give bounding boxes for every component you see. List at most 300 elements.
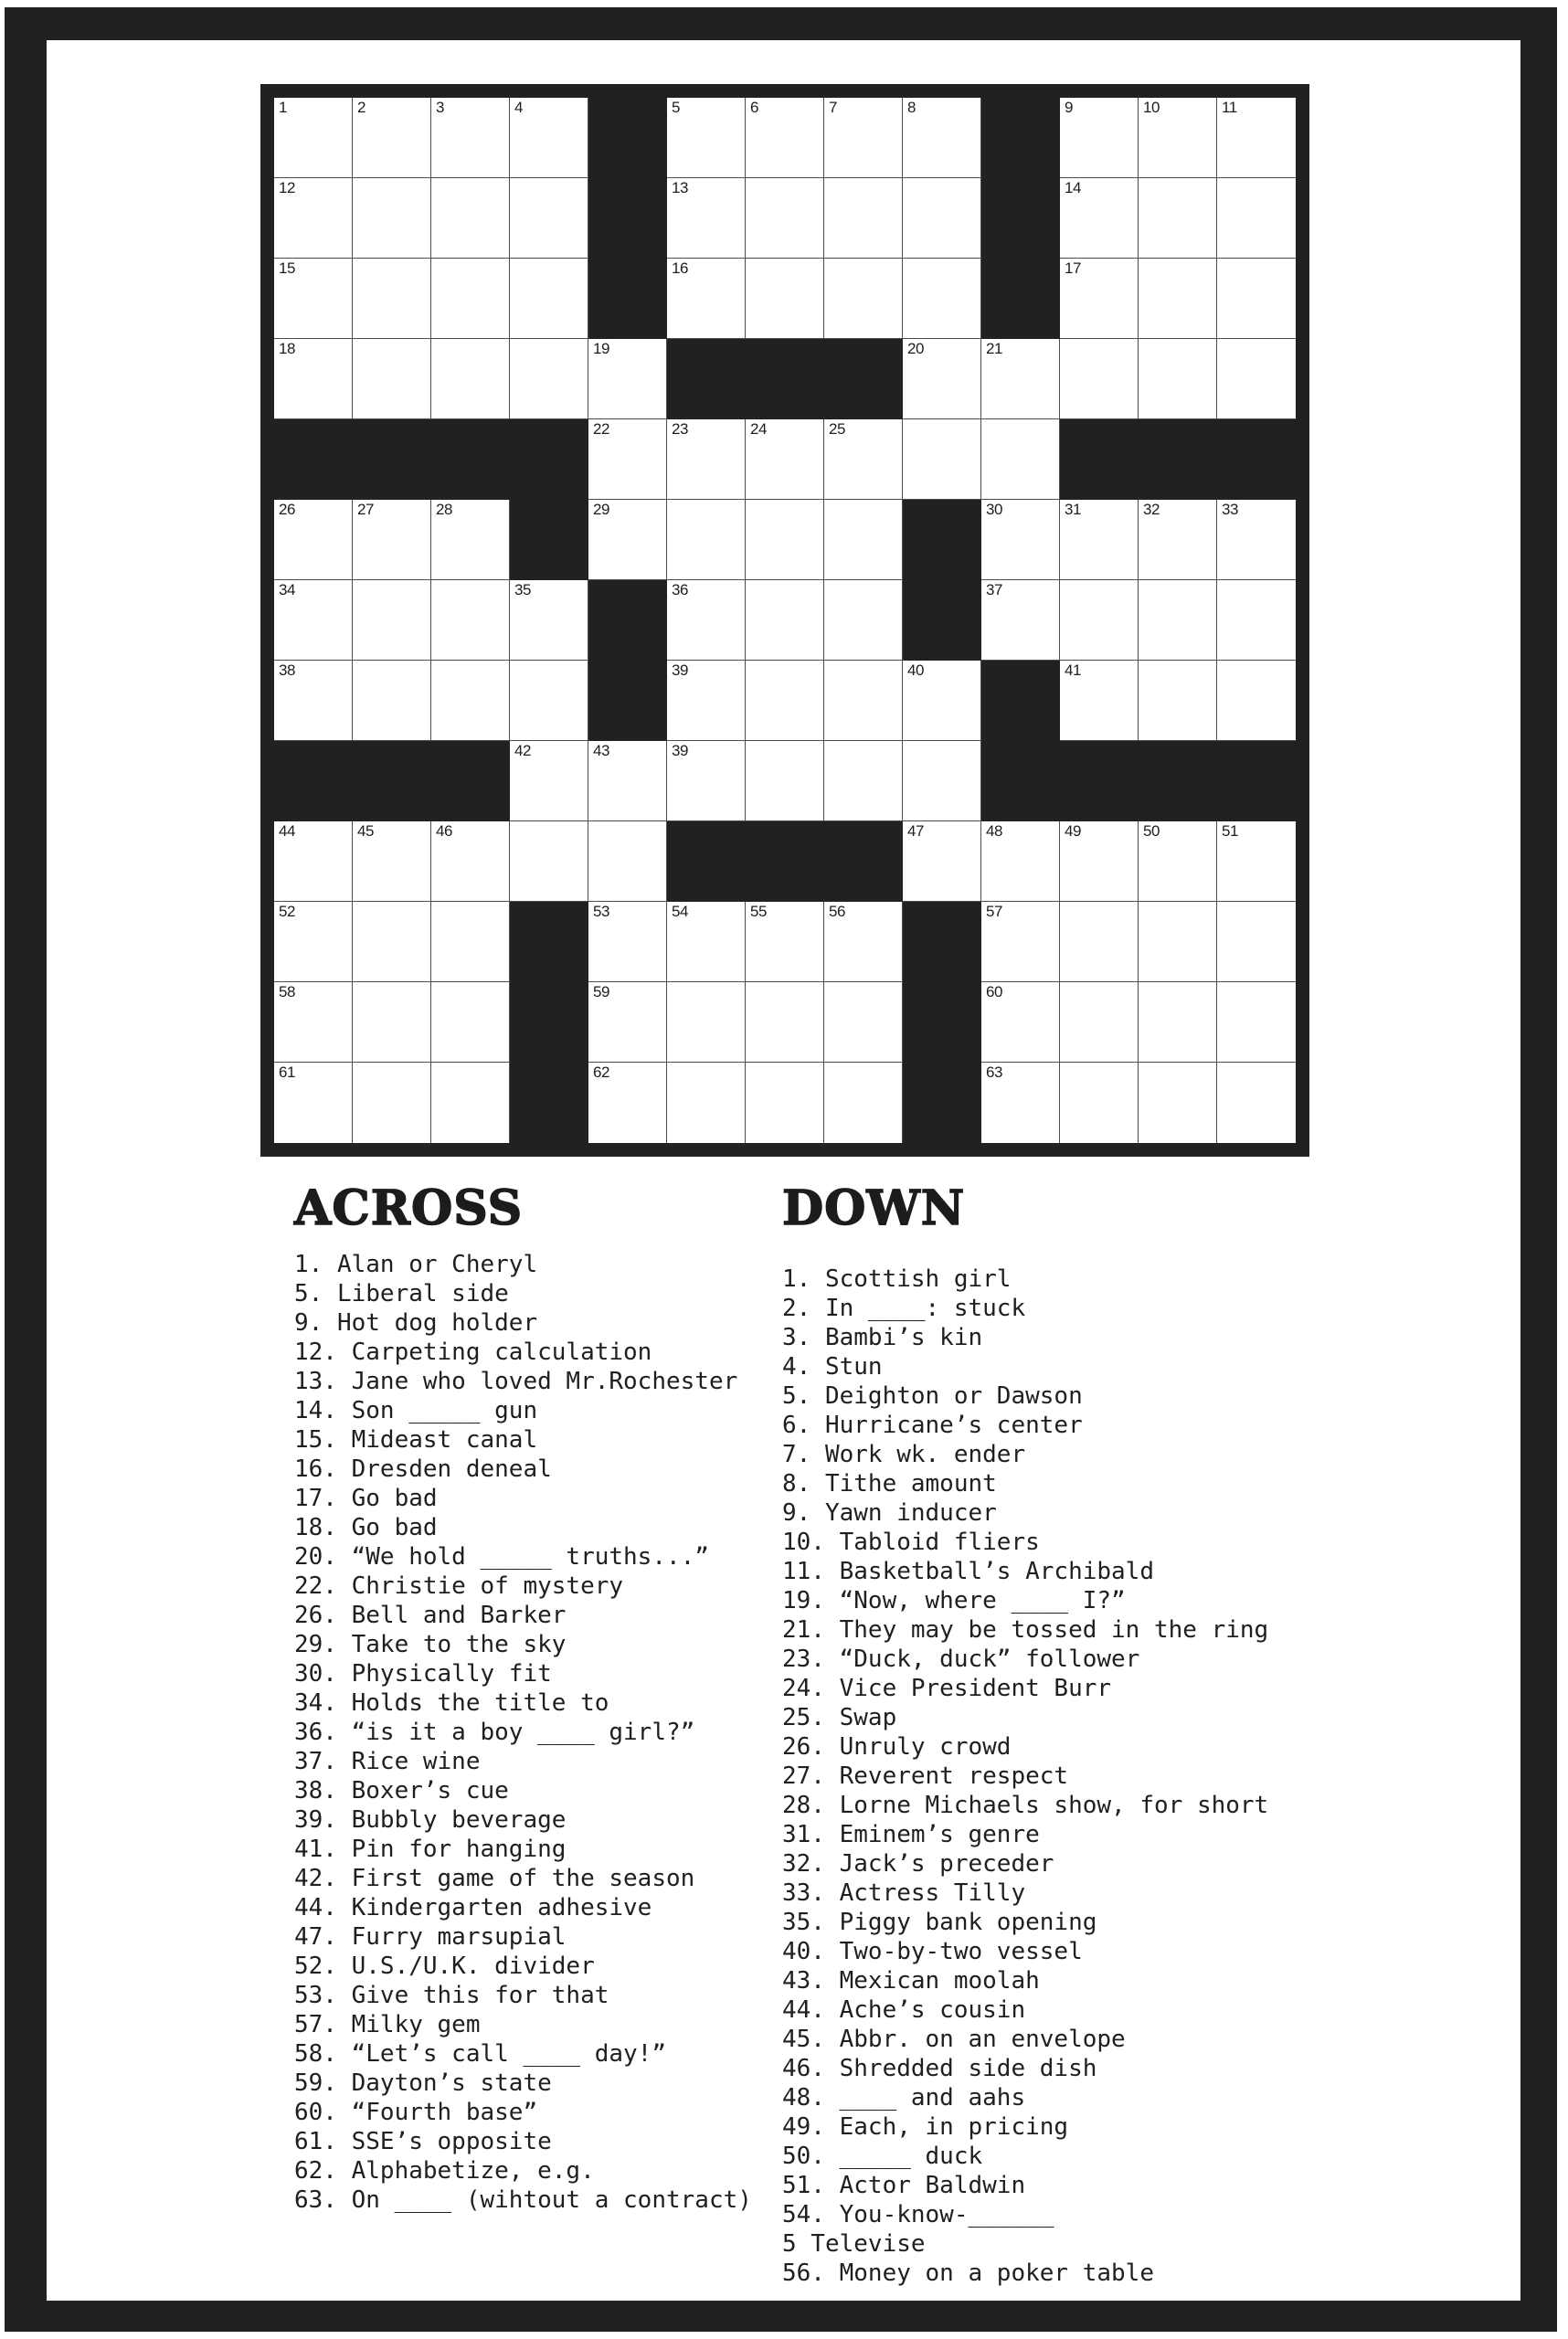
down-clues [782,1265,1268,2288]
grid-cell[interactable] [353,821,431,902]
black-cell [903,902,981,982]
clue-line: 20. “We hold _____ truths...” [294,1543,709,1571]
cell-number: 21 [986,340,1002,357]
grid-cell[interactable] [824,580,903,661]
grid-cell[interactable] [1139,580,1217,661]
black-cell [746,821,824,902]
black-cell [510,982,588,1063]
cell-number: 28 [436,501,452,518]
grid-cell[interactable] [431,339,510,419]
grid-cell[interactable] [981,982,1060,1063]
clue-line: 5. Deighton or Dawson [782,1382,1083,1410]
clue-line: 57. Milky gem [294,2011,481,2038]
grid-cell[interactable] [903,741,981,821]
grid-cell[interactable] [667,661,746,741]
clue-line: 54. You-know-______ [782,2201,1054,2228]
clue-line: 44. Kindergarten adhesive [294,1894,652,1921]
cell-number: 36 [672,581,688,598]
clue-line: 6. Hurricane’s center [782,1412,1083,1439]
cell-number: 15 [279,259,295,277]
clue-line: 45. Abbr. on an envelope [782,2026,1126,2053]
clue-line: 5. Liberal side [294,1280,509,1307]
clue-line: 3. Bambi’s kin [782,1324,983,1351]
grid-cell[interactable] [824,178,903,259]
clue-line: 60. “Fourth base” [294,2099,538,2126]
black-cell [588,178,667,259]
cell-number: 20 [907,340,924,357]
black-cell [981,259,1060,339]
black-cell [824,339,903,419]
cell-number: 54 [672,903,688,920]
grid-cell[interactable] [274,661,353,741]
grid-cell[interactable] [588,821,667,902]
clue-line: 18. Go bad [294,1514,438,1541]
grid-cell[interactable] [824,741,903,821]
clue-line: 12. Carpeting calculation [294,1339,652,1366]
cell-number: 11 [1222,99,1237,116]
clue-line: 26. Unruly crowd [782,1733,1012,1761]
cell-number: 9 [1065,99,1073,116]
black-cell [1139,419,1217,500]
black-cell [510,1063,588,1143]
crossword-grid [260,84,1309,1157]
clue-line: 33. Actress Tilly [782,1879,1026,1907]
clue-line: 4. Stun [782,1353,883,1381]
grid-cell[interactable] [746,500,824,580]
grid-cell[interactable] [510,178,588,259]
grid-cell[interactable] [981,339,1060,419]
cell-number: 19 [593,340,609,357]
grid-cell[interactable] [1139,500,1217,580]
black-cell [981,661,1060,741]
grid-cell[interactable] [588,419,667,500]
clue-line: 8. Tithe amount [782,1470,997,1498]
clue-line: 31. Eminem’s genre [782,1821,1040,1848]
clue-line: 49. Each, in pricing [782,2113,1069,2141]
cell-number: 4 [514,99,523,116]
grid-cell[interactable] [274,902,353,982]
grid-cell[interactable] [1060,178,1139,259]
grid-cell[interactable] [274,580,353,661]
grid-cell[interactable] [1139,98,1217,178]
clue-line: 19. “Now, where ____ I?” [782,1587,1126,1614]
grid-cell[interactable] [274,982,353,1063]
grid-cell[interactable] [903,178,981,259]
grid-cell[interactable] [588,1063,667,1143]
grid-cell[interactable] [274,500,353,580]
grid-cell[interactable] [824,419,903,500]
grid-cell[interactable] [274,178,353,259]
clue-line: 39. Bubbly beverage [294,1806,567,1834]
grid-cell[interactable] [667,741,746,821]
grid-cell[interactable] [824,982,903,1063]
clue-line: 56. Money on a poker table [782,2260,1154,2287]
cell-number: 39 [672,742,688,759]
grid-cell[interactable] [431,259,510,339]
grid-cell[interactable] [1217,821,1296,902]
grid-cell[interactable] [510,821,588,902]
black-cell [431,741,510,821]
black-cell [274,419,353,500]
cell-number: 62 [593,1064,609,1081]
black-cell [510,419,588,500]
black-cell [981,98,1060,178]
clue-line: 5 Televise [782,2230,926,2258]
cell-number: 8 [907,99,916,116]
grid-cell[interactable] [1060,339,1139,419]
cell-number: 7 [829,99,837,116]
grid-cell[interactable] [1139,661,1217,741]
grid-cell[interactable] [903,339,981,419]
grid-cell[interactable] [667,1063,746,1143]
cell-number: 57 [986,903,1002,920]
grid-cell[interactable] [746,98,824,178]
grid-cell[interactable] [588,500,667,580]
cell-number: 30 [986,501,1002,518]
grid-cell[interactable] [824,1063,903,1143]
cell-number: 43 [593,742,609,759]
grid-cell[interactable] [353,339,431,419]
grid-cell[interactable] [431,1063,510,1143]
clue-line: 26. Bell and Barker [294,1602,567,1629]
grid-cell[interactable] [981,1063,1060,1143]
grid-cell[interactable] [510,661,588,741]
grid-cell[interactable] [353,178,431,259]
grid-cell[interactable] [1217,1063,1296,1143]
grid-cell[interactable] [1139,902,1217,982]
cell-number: 26 [279,501,295,518]
black-cell [588,661,667,741]
clue-line: 24. Vice President Burr [782,1675,1112,1702]
clue-line: 61. SSE’s opposite [294,2128,552,2155]
clue-line: 15. Mideast canal [294,1426,538,1454]
grid-cell[interactable] [510,98,588,178]
grid-cell[interactable] [667,178,746,259]
grid-cell[interactable] [588,902,667,982]
black-cell [903,500,981,580]
grid-cell[interactable] [1060,821,1139,902]
grid-cell[interactable] [353,259,431,339]
clue-line: 25. Swap [782,1704,897,1731]
grid-cell[interactable] [981,902,1060,982]
cell-number: 13 [672,179,688,196]
across-clues [294,1250,752,2215]
grid-cell[interactable] [353,98,431,178]
grid-cell[interactable] [1060,98,1139,178]
grid-cell[interactable] [353,982,431,1063]
black-cell [1217,741,1296,821]
clue-line: 53. Give this for that [294,1982,609,2009]
grid-cell[interactable] [353,580,431,661]
clue-line: 48. ____ and aahs [782,2084,1026,2111]
black-cell [274,741,353,821]
cell-number: 3 [436,99,444,116]
grid-cell[interactable] [353,500,431,580]
grid-cell[interactable] [588,339,667,419]
cell-number: 35 [514,581,531,598]
black-cell [903,580,981,661]
grid-cell[interactable] [1060,580,1139,661]
grid-cell[interactable] [274,1063,353,1143]
cell-number: 5 [672,99,680,116]
cell-number: 16 [672,259,688,277]
black-cell [824,821,903,902]
clue-line: 38. Boxer’s cue [294,1777,509,1805]
across-heading: ACROSS [294,1180,524,1236]
clue-line: 50. _____ duck [782,2143,983,2170]
grid-cell[interactable] [981,500,1060,580]
black-cell [588,580,667,661]
grid-cell[interactable] [903,661,981,741]
cell-number: 17 [1065,259,1081,277]
cell-number: 59 [593,983,609,1000]
black-cell [353,741,431,821]
cell-number: 51 [1222,822,1238,840]
black-cell [588,259,667,339]
grid-cell[interactable] [903,98,981,178]
grid-cell[interactable] [1139,178,1217,259]
grid-cell[interactable] [431,902,510,982]
grid-cell[interactable] [667,419,746,500]
grid-cell[interactable] [746,419,824,500]
grid-cell[interactable] [824,902,903,982]
cell-number: 38 [279,661,295,679]
clue-line: 13. Jane who loved Mr.Rochester [294,1368,738,1395]
cell-number: 60 [986,983,1002,1000]
grid-cell[interactable] [353,661,431,741]
clue-line: 14. Son _____ gun [294,1397,538,1424]
grid-cell[interactable] [1139,982,1217,1063]
clue-line: 59. Dayton’s state [294,2069,552,2097]
clue-line: 32. Jack’s preceder [782,1850,1054,1878]
grid-cell[interactable] [667,580,746,661]
grid-cell[interactable] [1217,98,1296,178]
black-cell [903,1063,981,1143]
clue-line: 40. Two-by-two vessel [782,1938,1083,1965]
grid-cell[interactable] [1060,661,1139,741]
grid-cell[interactable] [1139,1063,1217,1143]
grid-cell[interactable] [1217,902,1296,982]
cell-number: 23 [672,420,688,438]
clue-line: 10. Tabloid fliers [782,1529,1040,1556]
cell-number: 53 [593,903,609,920]
clue-line: 7. Work wk. ender [782,1441,1026,1468]
grid-cell[interactable] [903,821,981,902]
grid-cell[interactable] [510,339,588,419]
grid-cell[interactable] [746,982,824,1063]
cell-number: 25 [829,420,845,438]
black-cell [667,339,746,419]
grid-cell[interactable] [746,1063,824,1143]
grid-cell[interactable] [510,741,588,821]
cell-number: 37 [986,581,1002,598]
cell-number: 32 [1143,501,1160,518]
cell-number: 14 [1065,179,1081,196]
grid-cell[interactable] [431,98,510,178]
grid-cell[interactable] [1060,902,1139,982]
clue-line: 52. U.S./U.K. divider [294,1953,595,1980]
black-cell [588,98,667,178]
black-cell [1060,741,1139,821]
clue-line: 21. They may be tossed in the ring [782,1616,1269,1644]
grid-cell[interactable] [903,259,981,339]
grid-cell[interactable] [1217,982,1296,1063]
clue-line: 34. Holds the title to [294,1689,609,1717]
cell-number: 61 [279,1064,295,1081]
grid-cell[interactable] [274,339,353,419]
clue-line: 41. Pin for hanging [294,1836,567,1863]
grid-cell[interactable] [824,500,903,580]
clue-line: 37. Rice wine [294,1748,481,1775]
grid-cell[interactable] [1139,339,1217,419]
cell-number: 33 [1222,501,1238,518]
grid-cell[interactable] [431,178,510,259]
cell-number: 2 [357,99,366,116]
grid-cell[interactable] [746,178,824,259]
grid-cell[interactable] [1217,500,1296,580]
grid-cell[interactable] [274,259,353,339]
grid-cell[interactable] [353,1063,431,1143]
grid-cell[interactable] [667,500,746,580]
grid-cell[interactable] [1217,661,1296,741]
clue-line: 51. Actor Baldwin [782,2172,1026,2199]
clue-line: 27. Reverent respect [782,1762,1069,1790]
cell-number: 42 [514,742,531,759]
cell-number: 34 [279,581,295,598]
cell-number: 18 [279,340,295,357]
grid-cell[interactable] [824,98,903,178]
grid-cell[interactable] [746,741,824,821]
grid-cell[interactable] [1217,178,1296,259]
cell-number: 10 [1143,99,1160,116]
grid-cell[interactable] [1060,1063,1139,1143]
grid-cell[interactable] [1217,339,1296,419]
cell-number: 41 [1065,661,1081,679]
cell-number: 44 [279,822,295,840]
grid-cell[interactable] [431,500,510,580]
grid-cell[interactable] [588,982,667,1063]
clue-line: 44. Ache’s cousin [782,1996,1026,2024]
clue-line: 22. Christie of mystery [294,1572,624,1600]
clue-line: 9. Hot dog holder [294,1309,538,1337]
grid-cell[interactable] [353,902,431,982]
clue-line: 63. On ____ (wihtout a contract) [294,2186,752,2214]
cell-number: 47 [907,822,924,840]
black-cell [353,419,431,500]
clue-line: 62. Alphabetize, e.g. [294,2157,595,2185]
grid-cell[interactable] [667,902,746,982]
cell-number: 63 [986,1064,1002,1081]
cell-number: 49 [1065,822,1081,840]
grid-cell[interactable] [510,259,588,339]
grid-cell[interactable] [667,259,746,339]
black-cell [903,982,981,1063]
grid-cell[interactable] [588,741,667,821]
cell-number: 39 [672,661,688,679]
grid-cell[interactable] [746,580,824,661]
black-cell [667,821,746,902]
cell-number: 48 [986,822,1002,840]
grid-cell[interactable] [746,259,824,339]
cell-number: 12 [279,179,295,196]
grid-cell[interactable] [667,98,746,178]
clue-line: 58. “Let’s call ____ day!” [294,2040,666,2068]
grid-cell[interactable] [1139,259,1217,339]
cell-number: 1 [279,99,287,116]
grid-cell[interactable] [981,580,1060,661]
black-cell [510,500,588,580]
cell-number: 58 [279,983,295,1000]
black-cell [981,741,1060,821]
grid-cell[interactable] [510,580,588,661]
grid-cell[interactable] [1060,982,1139,1063]
black-cell [1060,419,1139,500]
black-cell [1139,741,1217,821]
black-cell [981,178,1060,259]
clue-line: 35. Piggy bank opening [782,1909,1097,1936]
grid-cell[interactable] [431,982,510,1063]
cell-number: 27 [357,501,374,518]
cell-number: 24 [750,420,767,438]
grid-cell[interactable] [746,661,824,741]
black-cell [1217,419,1296,500]
clue-line: 36. “is it a boy ____ girl?” [294,1719,695,1746]
grid-cell[interactable] [667,982,746,1063]
clue-line: 1. Scottish girl [782,1265,1012,1293]
clue-line: 11. Basketball’s Archibald [782,1558,1154,1585]
cell-number: 6 [750,99,758,116]
clue-line: 42. First game of the season [294,1865,695,1892]
black-cell [746,339,824,419]
grid-cell[interactable] [1217,259,1296,339]
grid-cell[interactable] [1060,259,1139,339]
cell-number: 29 [593,501,609,518]
grid-cell[interactable] [1139,821,1217,902]
black-cell [431,419,510,500]
grid-cell[interactable] [274,821,353,902]
grid-cell[interactable] [1217,580,1296,661]
grid-cell[interactable] [431,580,510,661]
grid-cell[interactable] [903,419,981,500]
clue-line: 9. Yawn inducer [782,1499,997,1527]
clue-line: 1. Alan or Cheryl [294,1251,538,1278]
grid-cell[interactable] [746,902,824,982]
cell-number: 50 [1143,822,1160,840]
grid-cell[interactable] [824,259,903,339]
grid-cell[interactable] [824,661,903,741]
clue-line: 47. Furry marsupial [294,1923,567,1951]
cell-number: 55 [750,903,767,920]
grid-cell[interactable] [431,661,510,741]
clue-line: 16. Dresden deneal [294,1455,552,1483]
cell-number: 46 [436,822,452,840]
grid-cell[interactable] [431,821,510,902]
clue-line: 29. Take to the sky [294,1631,567,1658]
grid-cell[interactable] [1060,500,1139,580]
cell-number: 22 [593,420,609,438]
down-heading: DOWN [782,1180,966,1236]
clue-line: 17. Go bad [294,1485,438,1512]
cell-number: 56 [829,903,845,920]
grid-cell[interactable] [981,419,1060,500]
black-cell [510,902,588,982]
clue-line: 30. Physically fit [294,1660,552,1688]
grid-cell[interactable] [274,98,353,178]
cell-number: 45 [357,822,374,840]
clue-line: 46. Shredded side dish [782,2055,1097,2082]
cell-number: 31 [1065,501,1081,518]
grid-cell[interactable] [981,821,1060,902]
